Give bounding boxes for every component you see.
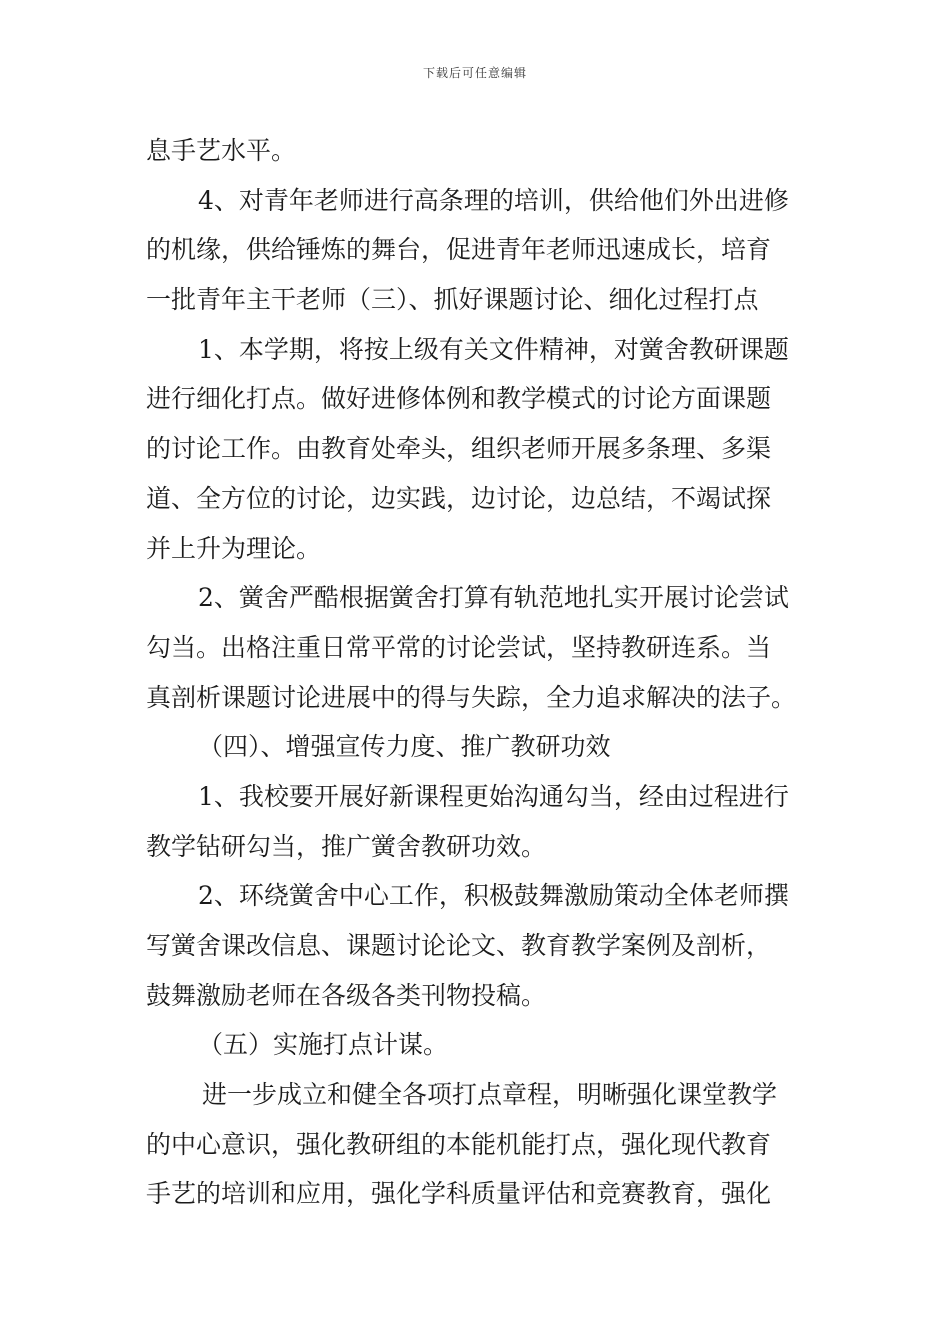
text-line: 2、黉舍严酷根据黉舍打算有轨范地扎实开展讨论尝试 <box>198 583 789 613</box>
text-line: 的机缘，供给锤炼的舞台，促进青年老师迅速成长，培育 <box>146 235 772 265</box>
text-line: 的中心意识，强化教研组的本能机能打点，强化现代教育 <box>146 1129 772 1159</box>
text-line: 真剖析课题讨论进展中的得与失踪，全力追求解决的法子。 <box>146 682 797 712</box>
text-line: 1、本学期，将按上级有关文件精神，对黉舍教研课题 <box>198 334 789 364</box>
document-body <box>146 126 810 1219</box>
text-line: 教学钻研勾当，推广黉舍教研功效。 <box>146 831 547 861</box>
text-line: 息手艺水平。 <box>146 136 297 165</box>
text-line: 写黉舍课改信息、课题讨论论文、教育教学案例及剖析， <box>146 931 772 960</box>
text-line: 1、我校要开展好新课程更始沟通勾当，经由过程进行 <box>198 781 789 811</box>
section-heading: （五）实施打点计谋。 <box>198 1030 449 1060</box>
text-line: 进一步成立和健全各项打点章程，明晰强化课堂教学 <box>202 1080 778 1110</box>
text-line: 鼓舞激励老师在各级各类刊物投稿。 <box>146 980 547 1010</box>
text-line: 4、对青年老师进行高条理的培训，供给他们外出进修 <box>198 185 789 215</box>
section-heading: （四）、增强宣传力度、推广教研功效 <box>198 732 611 762</box>
text-line: 2、环绕黉舍中心工作，积极鼓舞激励策动全体老师撰 <box>198 881 789 911</box>
text-line: 并上升为理论。 <box>146 533 322 563</box>
text-line: 一批青年主干老师（三）、抓好课题讨论、细化过程打点 <box>146 285 759 315</box>
text-line: 道、全方位的讨论，边实践，边讨论，边总结，不竭试探 <box>146 483 772 513</box>
text-line: 的讨论工作。由教育处牵头，组织老师开展多条理、多渠 <box>146 434 772 464</box>
text-line: 手艺的培训和应用，强化学科质量评估和竞赛教育，强化 <box>146 1179 772 1209</box>
text-line: 勾当。出格注重日常平常的讨论尝试，坚持教研连系。当 <box>146 632 772 662</box>
page-header-note: 下载后可任意编辑 <box>422 66 527 80</box>
text-line: 进行细化打点。做好进修体例和教学模式的讨论方面课题 <box>146 384 772 414</box>
